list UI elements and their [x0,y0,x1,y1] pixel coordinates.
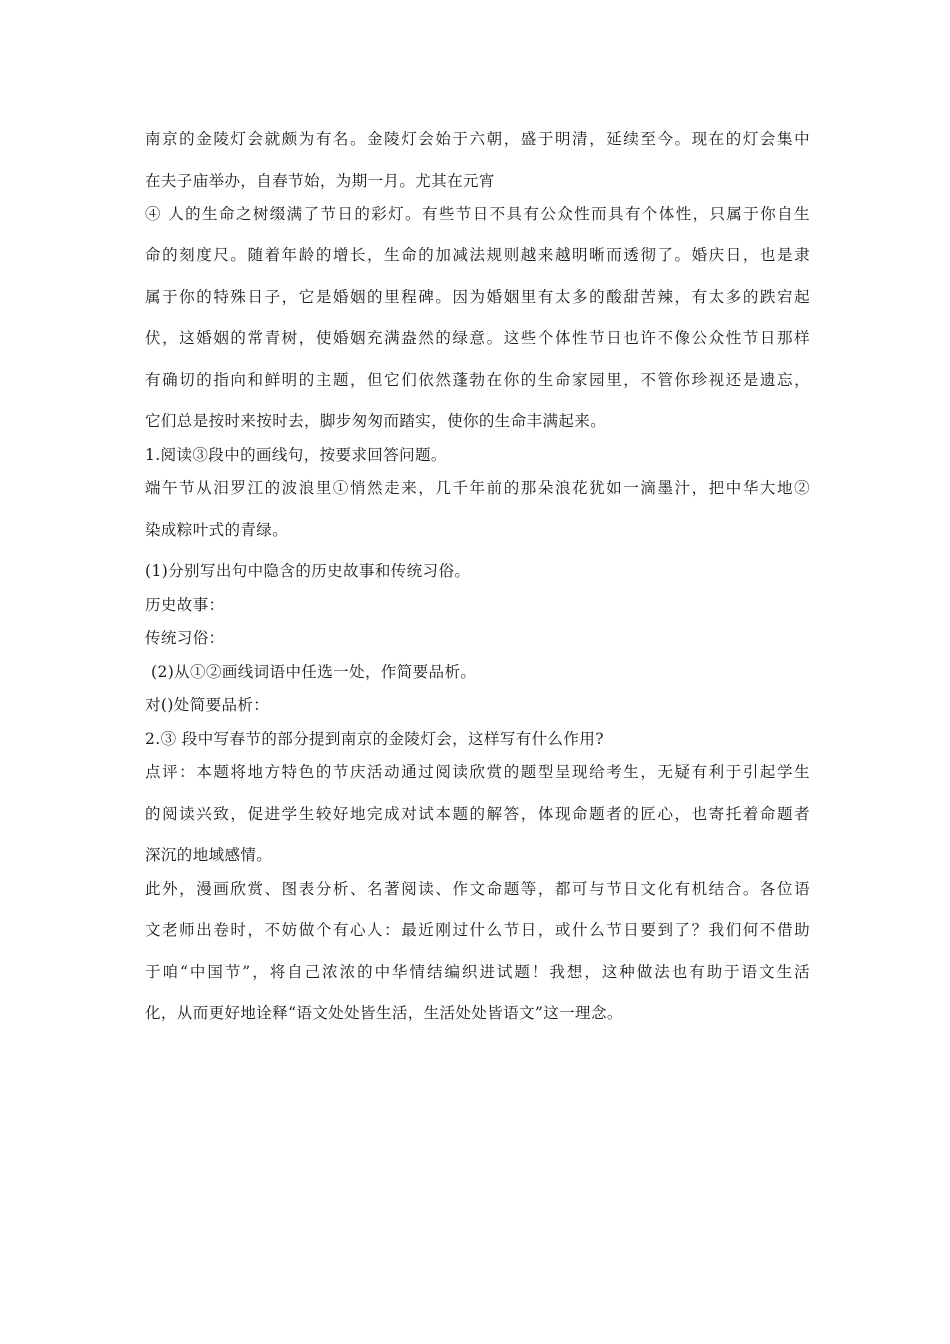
question-1: 1.阅读③段中的画线句，按要求回答问题。 [145,446,447,464]
question-1-part-2: (2)从①②画线词语中任选一处，作简要品析。 [151,663,477,681]
answer-label-analysis: 对()处简要品析： [145,696,270,714]
commentary: 深沉的地域感情。 [145,846,273,864]
text-line: 属于你的特殊日子，它是婚姻的里程碑。因为婚姻里有太多的酸甜苦辣，有太多的跌宕起 [145,288,810,306]
text-line: 有确切的指向和鲜明的主题，但它们依然蓬勃在你的生命家园里，不管你珍视还是遗忘， [145,371,810,389]
text-line: 在夫子庙举办，自春节始，为期一月。尤其在元宵 [145,172,495,190]
question-1-part-1: (1)分别写出句中隐含的历史故事和传统习俗。 [145,562,471,580]
answer-label-custom: 传统习俗： [145,629,225,647]
text-line: 命的刻度尺。随着年龄的增长，生命的加减法规则越来越明晰而透彻了。婚庆日，也是隶 [145,246,810,264]
closing-paragraph: 此外，漫画欣赏、图表分析、名著阅读、作文命题等，都可与节日文化有机结合。各位语 [145,880,810,898]
commentary: 的阅读兴致，促进学生较好地完成对试本题的解答，体现命题者的匠心，也寄托着命题者 [145,805,810,823]
text-line: ④ 人的生命之树缀满了节日的彩灯。有些节日不具有公众性而具有个体性，只属于你自生 [145,205,810,223]
text-line: 它们总是按时来按时去，脚步匆匆而踏实，使你的生命丰满起来。 [145,412,607,430]
commentary: 点评：本题将地方特色的节庆活动通过阅读欣赏的题型呈现给考生，无疑有利于引起学生 [145,763,810,781]
quoted-sentence-cont: 染成粽叶式的青绿。 [145,521,289,539]
question-2: 2.③ 段中写春节的部分提到南京的金陵灯会，这样写有什么作用? [145,730,604,748]
text-line: 南京的金陵灯会就颇为有名。金陵灯会始于六朝，盛于明清，延续至今。现在的灯会集中 [145,130,810,148]
closing-paragraph: 化，从而更好地诠释“语文处处皆生活，生活处处皆语文”这一理念。 [145,1004,623,1022]
text-line: 伏，这婚姻的常青树，使婚姻充满盎然的绿意。这些个体性节日也许不像公众性节日那样 [145,329,810,347]
answer-label-history: 历史故事： [145,596,225,614]
closing-paragraph: 于咱“中国节”，将自己浓浓的中华情结编织进试题！我想，这种做法也有助于语文生活 [145,963,810,981]
closing-paragraph: 文老师出卷时，不妨做个有心人：最近刚过什么节日，或什么节日要到了？我们何不借助 [145,921,810,939]
quoted-sentence: 端午节从汨罗江的波浪里①悄然走来，几千年前的那朵浪花犹如一滴墨汁，把中华大地② [145,479,810,497]
